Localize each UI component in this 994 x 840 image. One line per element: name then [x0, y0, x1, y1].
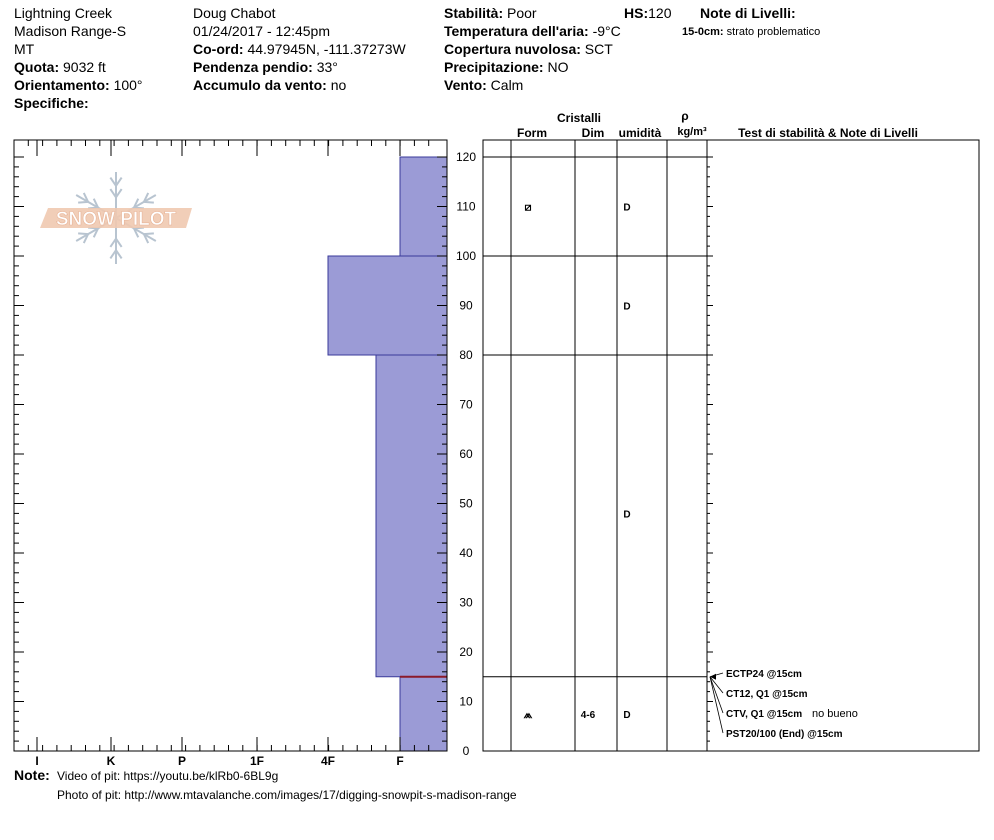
form-header: Form [517, 126, 547, 140]
cloud-label: Copertura nuvolosa: [444, 41, 581, 57]
moisture-value: D [623, 202, 631, 214]
test-leader-line [710, 677, 723, 713]
height-tick-label: 40 [459, 546, 473, 560]
aspect-label: Orientamento: [14, 77, 110, 93]
crystal-size: 4-6 [580, 709, 596, 721]
height-tick-label: 10 [459, 694, 473, 709]
stability-test-note: no bueno [812, 708, 858, 720]
hardness-tick-label: 4F [320, 754, 336, 768]
density-unit: kg/m³ [677, 126, 707, 138]
height-tick-label: 30 [459, 595, 473, 610]
stability-test-label: ECTP24 @15cm [726, 669, 802, 680]
stability-tests [710, 669, 858, 740]
stability-test-label: PST20/100 (End) @15cm [726, 729, 843, 740]
snowpilot-logo [40, 172, 192, 264]
stability-label: Stabilità: [444, 5, 504, 21]
height-tick-label: 80 [459, 348, 473, 362]
hardness-tick-label: K [106, 754, 116, 768]
notes-label: Note: [14, 767, 50, 783]
crystal-form-symbol: ⩕ [523, 708, 533, 721]
precip-value: NO [547, 59, 569, 75]
layer-table-frame [483, 140, 979, 751]
hardness-bar [400, 677, 447, 751]
hardness-bar [376, 355, 447, 677]
height-tick-label: 50 [459, 496, 473, 511]
stability-test-label: CTV, Q1 @15cm [726, 709, 803, 720]
site-range: Madison Range-S [14, 23, 127, 39]
elevation-label: Quota: [14, 59, 60, 75]
hardness-tick-label: 1F [249, 754, 265, 768]
elevation-value: 9032 ft [63, 59, 106, 75]
layer-note-text: strato problematico [726, 26, 821, 38]
hardness-tick-label: P [177, 754, 187, 768]
crystal-rows [523, 202, 631, 721]
air-temp-label: Temperatura dell'aria: [444, 23, 589, 39]
observation-datetime: 01/24/2017 - 12:45pm [193, 23, 330, 39]
notes-line-1: Video of pit: https://youtu.be/klRb0-6BL9g [57, 769, 279, 783]
layer-boundaries [483, 157, 707, 677]
observer-name: Doug Chabot [193, 5, 276, 21]
moisture-value: D [623, 709, 631, 721]
height-tick-label: 100 [455, 249, 477, 263]
aspect-value: 100° [113, 77, 143, 93]
hardness-axis [14, 140, 429, 768]
crystals-header: Cristalli [556, 111, 602, 125]
tests-header: Test di stabilità & Note di Livelli [738, 126, 918, 140]
specifics-label: Specifiche: [14, 95, 89, 111]
wind-loading-label: Accumulo da vento: [193, 77, 327, 93]
wind-value: Calm [490, 77, 524, 93]
wind-loading-value: no [330, 77, 347, 93]
height-tick-label: 110 [456, 199, 476, 214]
snowflake-branch [78, 233, 88, 234]
stability-value: Poor [507, 5, 537, 21]
slope-label: Pendenza pendio: [193, 59, 313, 75]
height-tick-label: 20 [459, 645, 473, 659]
height-tick-label: 70 [459, 397, 473, 412]
snowflake-branch [144, 202, 154, 203]
logo-text: SNOW PILOT [55, 209, 177, 230]
hardness-bars [328, 157, 447, 751]
height-tick-label: 0 [462, 744, 470, 758]
hardness-tick-label: I [35, 754, 39, 768]
precip-label: Precipitazione: [444, 59, 544, 75]
density-symbol: ρ [681, 109, 689, 123]
height-tick-label: 120 [455, 150, 477, 164]
stability-test-label: CT12, Q1 @15cm [726, 689, 808, 700]
hs-label: HS: [624, 5, 649, 21]
coordinates-label: Co-ord: [193, 41, 244, 57]
moisture-value: D [623, 301, 631, 313]
hs-value: 120 [648, 5, 672, 21]
air-temp-value: -9°C [592, 23, 621, 39]
moisture-value: D [623, 509, 631, 521]
site-location: Lightning Creek [14, 5, 113, 21]
snowflake-branch [144, 233, 154, 234]
snowflake-branch [78, 202, 88, 203]
hardness-bar [328, 256, 447, 355]
wind-label: Vento: [444, 77, 487, 93]
cloud-value: SCT [584, 41, 613, 57]
height-tick-label: 60 [459, 447, 473, 461]
notes-line-2: Photo of pit: http://www.mtavalanche.com/images/17/digging-snowpit-s-madison-range [57, 788, 517, 802]
hardness-tick-label: F [396, 754, 404, 768]
tests-column-ticks [707, 157, 713, 751]
layer-notes-title: Note di Livelli: [700, 5, 796, 21]
moisture-header: umidità [618, 126, 662, 140]
height-tick-label: 90 [459, 298, 473, 313]
size-header: Dim [581, 126, 605, 140]
site-state: MT [14, 41, 35, 57]
slope-value: 33° [316, 59, 338, 75]
crystal-form-symbol: ⧄ [524, 201, 532, 214]
coordinates-value: 44.97945N, -111.37273W [247, 41, 406, 57]
layer-note-range: 15-0cm: [682, 26, 724, 38]
